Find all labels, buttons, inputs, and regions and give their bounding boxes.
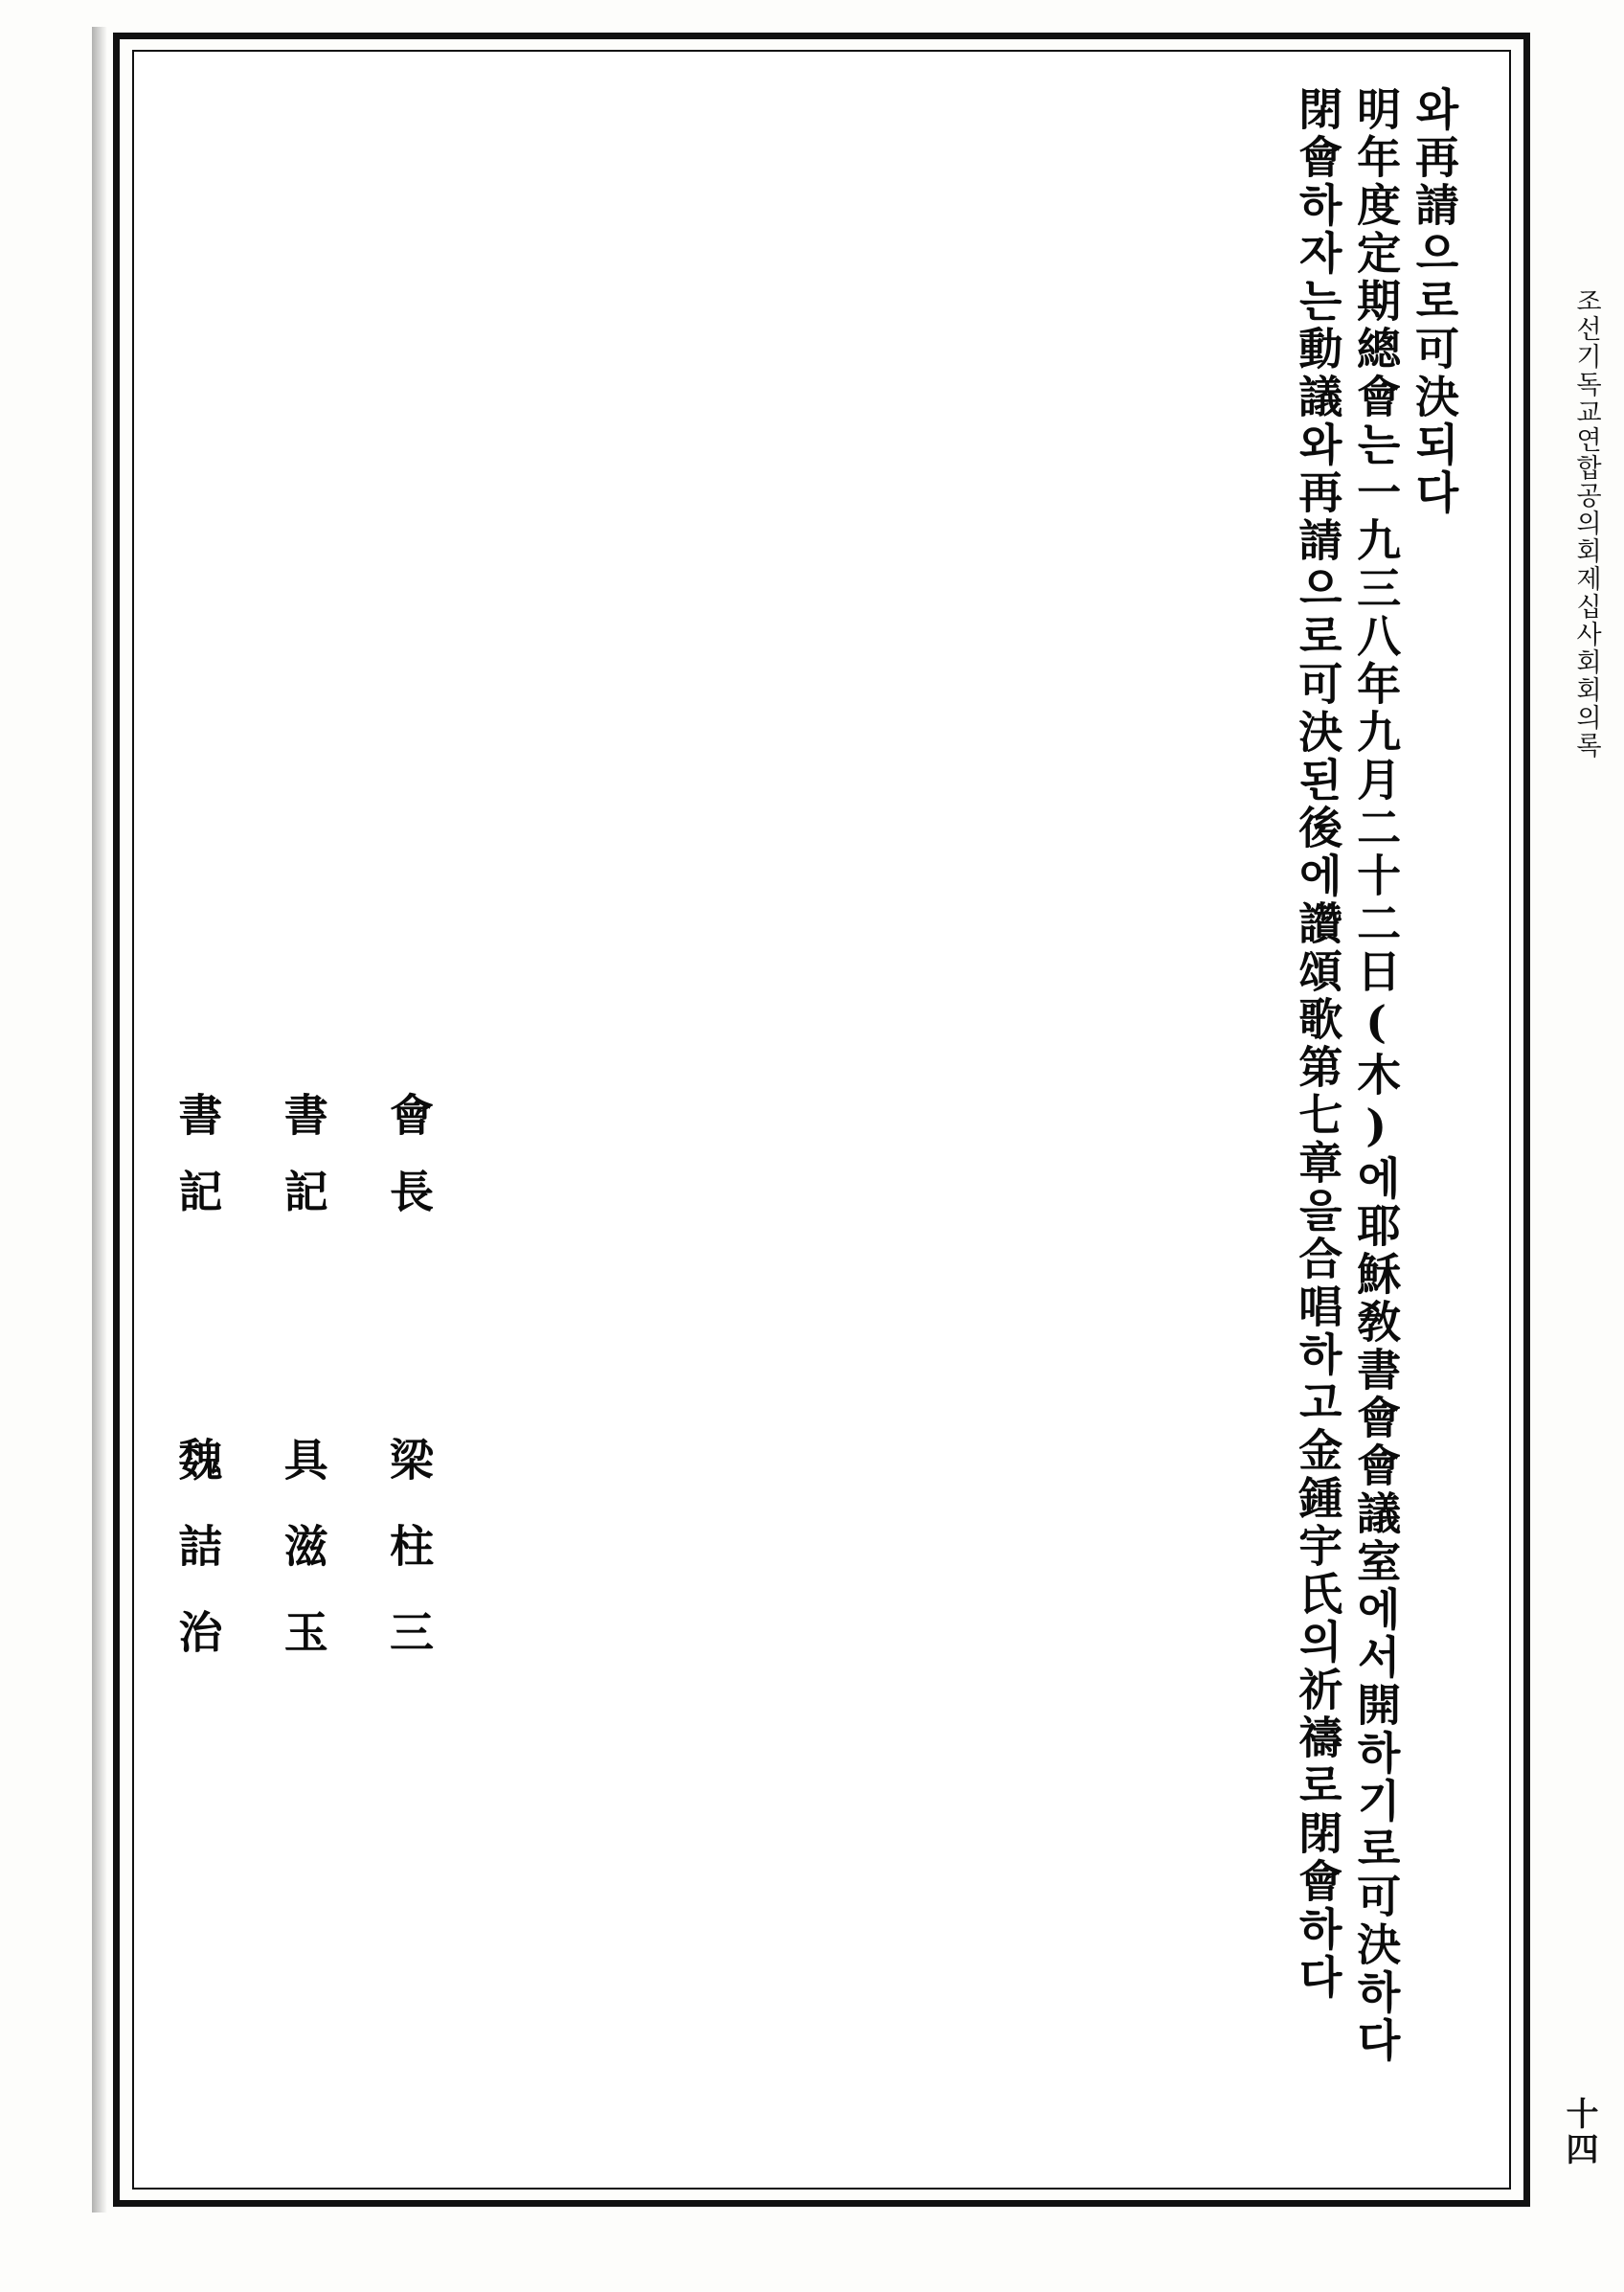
body-text-block	[1292, 86, 1460, 2065]
signature-block	[171, 1092, 435, 1695]
text-column: 閉會하자는動議와再請으로可決된後에讚頌歌第七章을合唱하고金鍾宇氏의祈禱로閉會하다	[1292, 86, 1344, 2002]
page-number: 十四	[1560, 2097, 1598, 2167]
signature-name: 魏詰治	[171, 1437, 224, 1695]
signature-role: 書記	[171, 1092, 224, 1245]
signature-role: 會長	[383, 1092, 435, 1245]
text-column: 와再請으로可決되다	[1409, 86, 1460, 517]
signature-role: 書記	[277, 1092, 329, 1245]
scan-edge-shadow	[92, 27, 107, 2213]
signature-name: 具滋玉	[277, 1437, 329, 1695]
text-column: 明年度定期總會는一九三八年九月二十二日(木)에耶穌敎書會會議室에서開하기로可決하다	[1350, 86, 1403, 2065]
signature-entry	[383, 1092, 435, 1695]
signature-name: 梁柱三	[383, 1437, 435, 1695]
running-header: 조선기독교연합공의회제십사회회의록	[1571, 287, 1601, 760]
signature-entry	[277, 1092, 329, 1695]
signature-entry	[171, 1092, 224, 1695]
